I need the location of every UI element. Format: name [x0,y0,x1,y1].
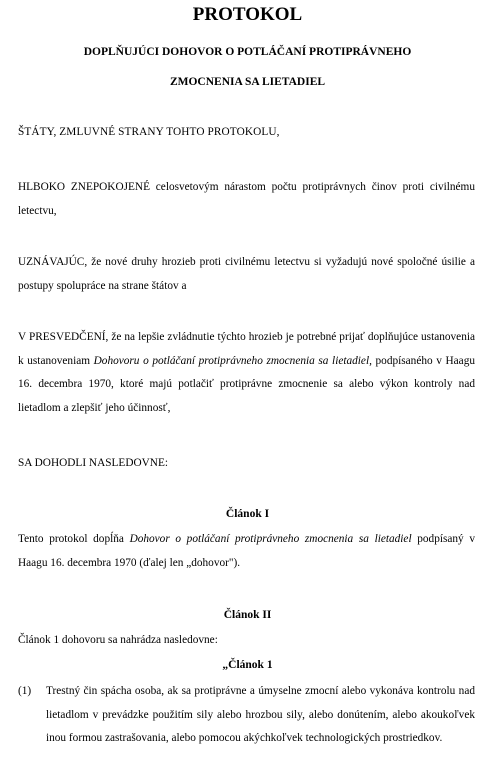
article-2-intro: Článok 1 dohovoru sa nahrádza nasledovne: [18,634,218,646]
paragraph-text: Trestný čin spácha osoba, ak sa protiprávne a úmyselne zmocní alebo vykonáva kontrolu nad lietadlom v prevádzke použitím sily alebo hrozbou sily, alebo donútením, alebo akoukoľvek inou formou zastrašovania, alebo pomocou akýchkoľvek technologických prostriedkov. [46,685,475,744]
preamble-agreed: SA DOHODLI NASLEDOVNE: [18,457,168,469]
quoted-article-1-paragraph [18,680,475,751]
article-1-heading: Článok I [225,508,270,520]
preamble-concerned: HLBOKO ZNEPOKOJENÉ celosvetovým nárastom počtu protiprávnych činov proti civilnému letectvu, [18,181,475,217]
convention-title-reference: Dohovoru o potláčaní protiprávneho zmocnenia sa lietadiel, [93,354,372,367]
preamble-convinced-part2: podpísaného v Haagu 16. decembra 1970, ktoré majú potlačiť protiprávne zmocnenie sa alebo výkon kontroly nad lietadlom a zlepšiť jeho účinnosť, [18,354,475,414]
preamble-states: ŠTÁTY, ZMLUVNÉ STRANY TOHTO PROTOKOLU, [18,126,280,138]
article-2-heading: Článok II [223,609,272,621]
document-title: PROTOKOL [192,4,303,25]
article-1-convention-title: Dohovor o potláčaní protiprávneho zmocnenia sa lietadiel [129,533,412,545]
article-1-text [18,528,475,575]
article-1-text-part1: Tento protokol dopĺňa [18,533,130,545]
paragraph-number: (1) [18,685,32,697]
preamble-convinced-part1: V PRESVEDČENÍ, že na lepšie zvládnutie týchto hrozieb je potrebné prijať doplňujúce ustanovenia k ustanoveniam [18,331,475,367]
article-1-text-part2: podpísaný v Haagu 16. decembra 1970 (ďalej len „dohovor"). [18,533,475,569]
preamble-convinced [18,326,475,420]
quoted-article-1-heading: „Článok 1 [222,659,273,671]
document-subtitle-line2: ZMOCNENIA SA LIETADIEL [169,76,326,88]
document-subtitle-line1: DOPLŇUJÚCI DOHOVOR O POTLÁČANÍ PROTIPRÁVNEHO [83,46,412,58]
preamble-recognizing: UZNÁVAJÚC, že nové druhy hrozieb proti civilnému letectvu si vyžadujú nové spoločné úsilie a postupy spolupráce na strane štátov a [18,256,475,292]
